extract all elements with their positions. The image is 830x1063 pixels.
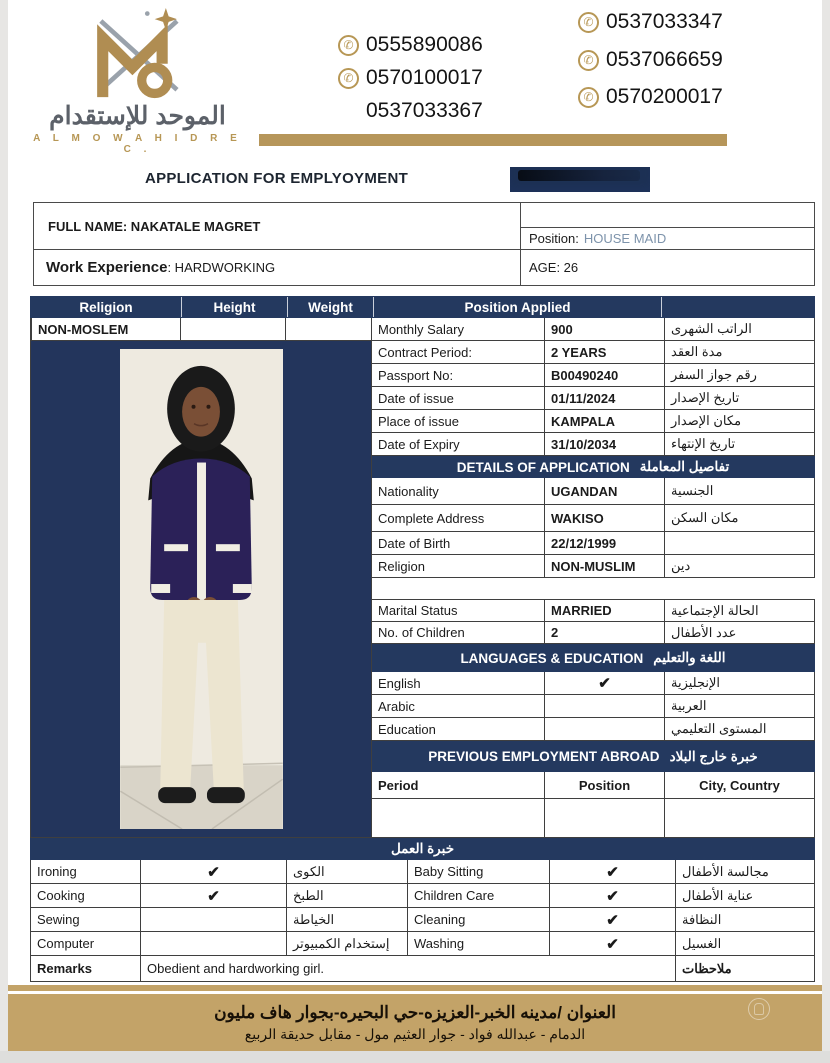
skill-label: Cooking: [30, 884, 141, 908]
field-label-arabic: عدد الأطفال: [665, 622, 815, 644]
work-experience-value: : HARDWORKING: [167, 260, 276, 275]
empty-cell: [665, 799, 815, 838]
table-row: [372, 387, 815, 410]
field-label: Nationality: [372, 478, 545, 505]
empty-employment-row: [372, 799, 815, 838]
field-value: KAMPALA: [545, 410, 665, 433]
table-row: [372, 478, 815, 505]
logo-english-name: A L M O W A H I D R E C .: [33, 133, 242, 156]
age-field: AGE: 26: [529, 260, 579, 275]
position-value: HOUSE MAID: [583, 231, 667, 246]
checkmark-icon: [545, 695, 665, 718]
work-experience-skills: [30, 838, 815, 982]
table-row: [372, 600, 815, 622]
position-label: Position:: [529, 231, 579, 246]
applicant-photo-image: [120, 349, 283, 829]
phone-text: 0537066659: [606, 48, 723, 71]
checkmark-icon: ✔: [545, 672, 665, 695]
phone-text: 0555890086: [366, 33, 483, 56]
footer-emblem-icon: [748, 998, 770, 1020]
field-label-arabic: مكان الإصدار: [665, 410, 815, 433]
field-value: 22/12/1999: [545, 532, 665, 555]
language-label-arabic: المستوى التعليمي: [665, 718, 815, 741]
field-label-arabic: دين: [665, 555, 815, 578]
empty-cell: [372, 799, 545, 838]
phone-icon: ✆: [578, 50, 599, 71]
skill-label-arabic: الغسيل: [676, 932, 815, 956]
phone-icon: ✆: [578, 87, 599, 108]
phone-text: 0537033347: [606, 10, 723, 33]
section-title-ar: تفاصيل المعاملة: [639, 459, 730, 474]
phone-number: [338, 66, 483, 90]
table-row: [372, 341, 815, 364]
skill-label-arabic: عناية الأطفال: [676, 884, 815, 908]
skills-row: [30, 860, 815, 884]
table-row: [372, 532, 815, 555]
phone-number: [338, 33, 483, 57]
full-name: FULL NAME: NAKATALE MAGRET: [34, 203, 520, 250]
checkmark-icon: [141, 932, 287, 956]
checkmark-icon: ✔: [550, 932, 676, 956]
field-value: 01/11/2024: [545, 387, 665, 410]
table-row: [372, 318, 815, 341]
table-row: [372, 410, 815, 433]
field-value: NON-MUSLIM: [545, 555, 665, 578]
checkmark-icon: [545, 718, 665, 741]
field-value: 2 YEARS: [545, 341, 665, 364]
field-value: UGANDAN: [545, 478, 665, 505]
languages-education-header: [372, 644, 815, 672]
field-value: 900: [545, 318, 665, 341]
field-label-arabic: مدة العقد: [665, 341, 815, 364]
table-row: [372, 555, 815, 578]
weight-value: [286, 318, 372, 341]
field-label: No. of Children: [372, 622, 545, 644]
section-title-ar: اللغة والتعليم: [653, 650, 726, 665]
position-applied-header: Position Applied: [373, 297, 661, 317]
document-title: APPLICATION FOR EMPLYOYMENT: [144, 170, 409, 187]
section-title-en: DETAILS OF APPLICATION: [456, 459, 630, 475]
skill-label-arabic: الطبخ: [287, 884, 408, 908]
table-row: [372, 695, 815, 718]
footer-address: [8, 994, 822, 1051]
phone-icon: ✆: [578, 12, 599, 33]
field-label: Date of issue: [372, 387, 545, 410]
table-row: [372, 672, 815, 695]
footer-top-strip: [8, 985, 822, 991]
address-line-1: العنوان /مدينه الخبر-العزيزه-حي البحيره-بجوار هاف مليون: [214, 1002, 616, 1022]
field-label: Religion: [372, 555, 545, 578]
skill-label-arabic: إستخدام الكمبيوتر: [287, 932, 408, 956]
field-value: WAKISO: [545, 505, 665, 532]
application-details-table: [30, 296, 815, 982]
field-label: Place of issue: [372, 410, 545, 433]
field-label: Passport No:: [372, 364, 545, 387]
field-label-arabic: [665, 532, 815, 555]
field-label-arabic: الجنسية: [665, 478, 815, 505]
spacer-row: [372, 578, 815, 600]
remarks-row: [30, 956, 815, 982]
phone-number: [338, 99, 483, 123]
phone-number: [578, 85, 723, 109]
previous-employment-header: [372, 741, 815, 772]
field-value: 31/10/2034: [545, 433, 665, 456]
height-header: Height: [181, 297, 287, 317]
empty-cell: [521, 203, 814, 228]
position-field: [521, 228, 814, 250]
details-of-application-header: [372, 456, 815, 478]
phone-number: [578, 10, 723, 34]
skill-label: Children Care: [408, 884, 550, 908]
skills-row: [30, 908, 815, 932]
field-value: B00490240: [545, 364, 665, 387]
language-label: Education: [372, 718, 545, 741]
skill-label: Washing: [408, 932, 550, 956]
checkmark-icon: [141, 908, 287, 932]
applicant-summary-table: [33, 202, 815, 286]
language-label-arabic: العربية: [665, 695, 815, 718]
skill-label-arabic: الخياطة: [287, 908, 408, 932]
skill-label: Baby Sitting: [408, 860, 550, 884]
section-title-en: LANGUAGES & EDUCATION: [460, 650, 644, 666]
table-row: [372, 718, 815, 741]
table-row: [372, 364, 815, 387]
checkmark-icon: ✔: [141, 860, 287, 884]
skill-label: Sewing: [30, 908, 141, 932]
skill-label: Ironing: [30, 860, 141, 884]
checkmark-icon: ✔: [550, 908, 676, 932]
address-line-2: الدمام - عبدالله فواد - جوار العثيم مول - مقابل حديقة الربيع: [244, 1025, 586, 1042]
table-column-headers: [372, 772, 815, 799]
section-title-ar: خبرة خارج البلاد: [669, 748, 758, 764]
religion-value: NON-MOSLEM: [31, 318, 181, 341]
redaction-smudge: [518, 170, 640, 181]
field-label: Date of Birth: [372, 532, 545, 555]
table-row: [31, 318, 372, 341]
skills-section-header: خبرة العمل: [30, 838, 815, 860]
phone-text: 0570100017: [366, 66, 483, 89]
skill-label-arabic: مجالسة الأطفال: [676, 860, 815, 884]
field-label-arabic: الحالة الإجتماعية: [665, 600, 815, 622]
logo-monogram-icon: [73, 6, 203, 101]
phone-icon: ✆: [338, 68, 359, 89]
remarks-label: Remarks: [30, 956, 141, 982]
table-row: [372, 622, 815, 644]
table-row: [372, 433, 815, 456]
checkmark-icon: ✔: [550, 860, 676, 884]
phone-text: 0537033367: [366, 99, 483, 122]
language-label: Arabic: [372, 695, 545, 718]
agency-logo: [30, 6, 245, 155]
field-label-arabic: تاريخ الإنتهاء: [665, 433, 815, 456]
skill-label-arabic: الكوى: [287, 860, 408, 884]
phone-text: 0570200017: [606, 85, 723, 108]
table-row: [372, 505, 815, 532]
applicant-photo: [31, 341, 372, 838]
field-label: Monthly Salary: [372, 318, 545, 341]
field-label-arabic: مكان السكن: [665, 505, 815, 532]
phone-number: [578, 48, 723, 72]
remarks-label-arabic: ملاحظات: [676, 956, 815, 982]
skill-label: Cleaning: [408, 908, 550, 932]
page-bottom-edge: [0, 1051, 830, 1063]
field-label: Contract Period:: [372, 341, 545, 364]
work-experience-label: Work Experience: [46, 259, 168, 276]
redacted-stamp-box: [510, 167, 650, 192]
weight-header: Weight: [287, 297, 373, 317]
position-column-header: Position: [545, 772, 665, 799]
checkmark-icon: ✔: [550, 884, 676, 908]
field-value: 2: [545, 622, 665, 644]
skill-label: Computer: [30, 932, 141, 956]
language-label: English: [372, 672, 545, 695]
field-label-arabic: الراتب الشهرى: [665, 318, 815, 341]
skills-row: [30, 932, 815, 956]
city-country-column-header: City, Country: [665, 772, 815, 799]
empty-cell: [545, 799, 665, 838]
field-label: Date of Expiry: [372, 433, 545, 456]
remarks-value: Obedient and hardworking girl.: [141, 956, 676, 982]
height-value: [181, 318, 287, 341]
skills-row: [30, 884, 815, 908]
phone-icon: ✆: [338, 35, 359, 56]
section-title-en: PREVIOUS EMPLOYMENT ABROAD: [428, 749, 660, 764]
logo-arabic-name: الموحد للإستقدام: [49, 102, 226, 130]
language-label-arabic: الإنجليزية: [665, 672, 815, 695]
field-label-arabic: رقم جواز السفر: [665, 364, 815, 387]
field-label-arabic: تاريخ الإصدار: [665, 387, 815, 410]
field-label: Marital Status: [372, 600, 545, 622]
checkmark-icon: ✔: [141, 884, 287, 908]
skill-label-arabic: النظافة: [676, 908, 815, 932]
work-experience: [34, 250, 520, 285]
field-value: MARRIED: [545, 600, 665, 622]
table-header-row: [30, 296, 815, 318]
period-column-header: Period: [372, 772, 545, 799]
religion-header: Religion: [79, 299, 133, 315]
field-label: Complete Address: [372, 505, 545, 532]
empty-header-cell: [661, 297, 814, 317]
gold-divider-bar: [259, 134, 727, 146]
